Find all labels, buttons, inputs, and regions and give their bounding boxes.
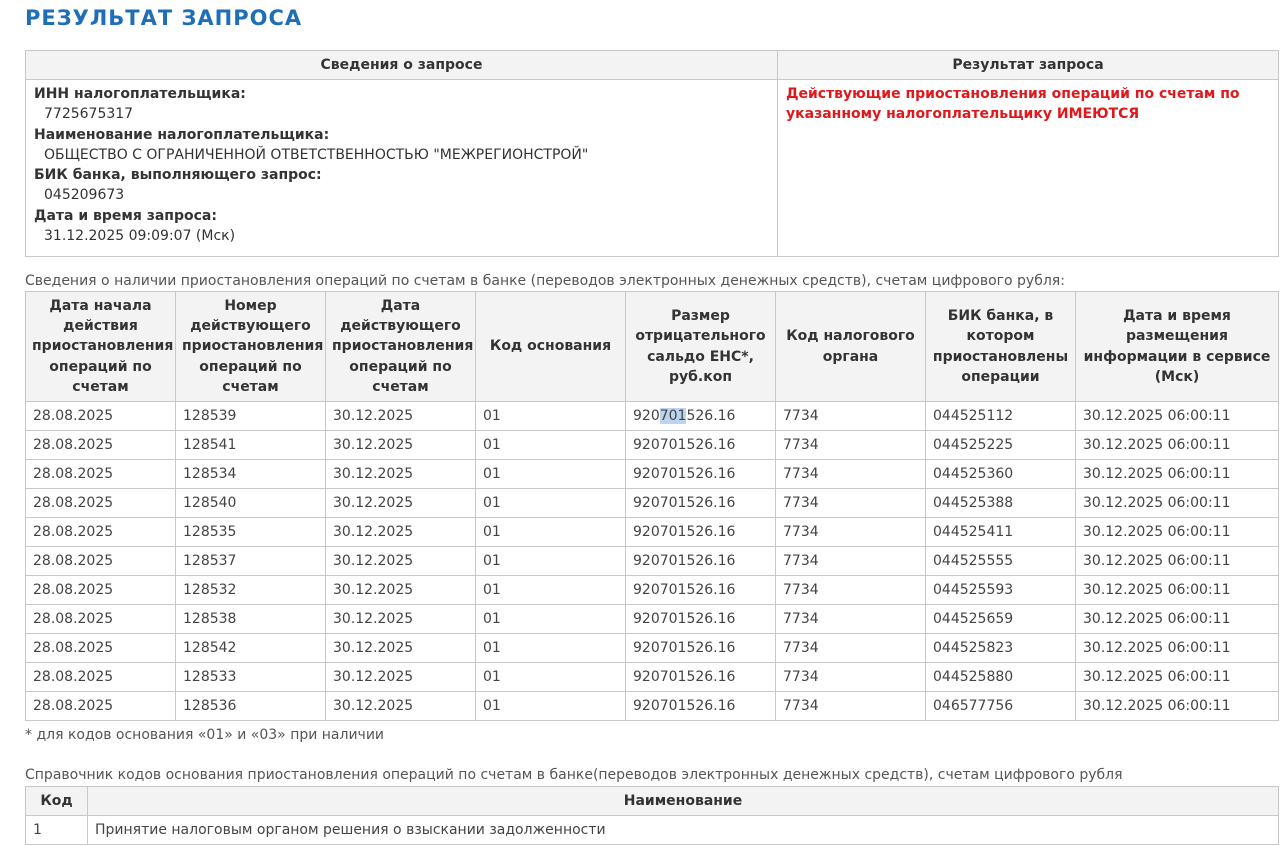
table-cell[interactable]: 30.12.2025: [326, 576, 476, 605]
table-cell[interactable]: 28.08.2025: [26, 663, 176, 692]
table-cell[interactable]: 7734: [776, 663, 926, 692]
table-cell[interactable]: 30.12.2025: [326, 402, 476, 431]
table-cell[interactable]: 30.12.2025: [326, 460, 476, 489]
table-cell[interactable]: 28.08.2025: [26, 547, 176, 576]
table-cell[interactable]: 30.12.2025 06:00:11: [1076, 489, 1279, 518]
table-cell[interactable]: 01: [476, 576, 626, 605]
table-cell[interactable]: 30.12.2025 06:00:11: [1076, 518, 1279, 547]
table-cell[interactable]: 128535: [176, 518, 326, 547]
table-cell[interactable]: 7734: [776, 518, 926, 547]
table-cell[interactable]: 30.12.2025: [326, 547, 476, 576]
table-cell[interactable]: 128533: [176, 663, 326, 692]
table-cell[interactable]: 044525659: [926, 605, 1076, 634]
reference-row: [26, 816, 1279, 845]
table-cell[interactable]: 7734: [776, 634, 926, 663]
table-cell[interactable]: 7734: [776, 489, 926, 518]
table-cell[interactable]: 128538: [176, 605, 326, 634]
table-cell[interactable]: 28.08.2025: [26, 460, 176, 489]
table-cell[interactable]: 7734: [776, 692, 926, 721]
table-row: [26, 431, 1279, 460]
reference-name-header: Наименование: [88, 787, 1279, 816]
table-cell[interactable]: 01: [476, 431, 626, 460]
table-row: [26, 489, 1279, 518]
table-cell[interactable]: 920701526.16: [626, 431, 776, 460]
table-cell[interactable]: 28.08.2025: [26, 634, 176, 663]
table-row: [26, 605, 1279, 634]
reference-code[interactable]: 1: [26, 816, 88, 845]
table-cell[interactable]: 920701526.16: [626, 489, 776, 518]
footnote: * для кодов основания «01» и «03» при наличии: [25, 727, 385, 743]
table-cell[interactable]: 044525555: [926, 547, 1076, 576]
table-cell[interactable]: 044525388: [926, 489, 1076, 518]
table-row: [26, 402, 1279, 431]
table-cell[interactable]: 920701526.16: [626, 692, 776, 721]
table-cell[interactable]: 044525880: [926, 663, 1076, 692]
table-cell[interactable]: 920701526.16: [626, 547, 776, 576]
table-cell[interactable]: 920701526.16: [626, 663, 776, 692]
reference-table: [25, 786, 1279, 845]
table-cell[interactable]: 7734: [776, 460, 926, 489]
table-cell[interactable]: 28.08.2025: [26, 402, 176, 431]
table-cell[interactable]: 920701526.16: [626, 518, 776, 547]
table-cell[interactable]: 128540: [176, 489, 326, 518]
request-info-cell: [26, 80, 778, 257]
table-cell[interactable]: 01: [476, 605, 626, 634]
request-result-text[interactable]: Действующие приостановления операций по счетам по указанному налогоплательщику ИМЕЮТСЯ: [786, 86, 1240, 123]
table-cell[interactable]: 920701526.16: [626, 605, 776, 634]
table-cell[interactable]: 128537: [176, 547, 326, 576]
bik-value[interactable]: 045209673: [44, 187, 125, 204]
reference-code-header: Код: [26, 787, 88, 816]
table-cell[interactable]: 30.12.2025 06:00:11: [1076, 605, 1279, 634]
table-cell[interactable]: 7734: [776, 605, 926, 634]
table-cell[interactable]: 30.12.2025: [326, 663, 476, 692]
request-info-table: [25, 50, 1279, 257]
table-cell[interactable]: 30.12.2025 06:00:11: [1076, 663, 1279, 692]
inn-label: ИНН налогоплательщика:: [34, 86, 246, 102]
column-header: Размер отрицательного сальдо ЕНС*, руб.коп: [626, 292, 776, 402]
table-cell[interactable]: 128539: [176, 402, 326, 431]
table-cell[interactable]: 920701526.16: [626, 634, 776, 663]
table-cell[interactable]: 01: [476, 663, 626, 692]
table-cell[interactable]: 920701526.16: [626, 576, 776, 605]
table-cell[interactable]: 30.12.2025: [326, 605, 476, 634]
table-cell[interactable]: 30.12.2025 06:00:11: [1076, 692, 1279, 721]
table-row: [26, 576, 1279, 605]
table-cell[interactable]: 044525823: [926, 634, 1076, 663]
request-date-value[interactable]: 31.12.2025 09:09:07 (Мск): [44, 228, 236, 245]
table-cell[interactable]: 01: [476, 634, 626, 663]
taxpayer-name-value[interactable]: ОБЩЕСТВО С ОГРАНИЧЕННОЙ ОТВЕТСТВЕННОСТЬЮ "МЕЖРЕГИОНСТРОЙ": [44, 146, 589, 163]
table-row: [26, 460, 1279, 489]
table-row: [26, 692, 1279, 721]
table-cell[interactable]: 28.08.2025: [26, 431, 176, 460]
table-cell[interactable]: 30.12.2025 06:00:11: [1076, 431, 1279, 460]
column-header: Код основания: [476, 292, 626, 402]
table-cell[interactable]: 30.12.2025: [326, 692, 476, 721]
table-row: [26, 547, 1279, 576]
request-result-cell: [778, 80, 1279, 257]
table-cell[interactable]: 128534: [176, 460, 326, 489]
table-cell[interactable]: 01: [476, 518, 626, 547]
table-cell[interactable]: 28.08.2025: [26, 518, 176, 547]
table-cell[interactable]: 044525112: [926, 402, 1076, 431]
column-header: Дата начала действия приостановления операций по счетам: [26, 292, 176, 402]
page-title: РЕЗУЛЬТАТ ЗАПРОСА: [25, 6, 303, 30]
table-cell[interactable]: 30.12.2025: [326, 518, 476, 547]
table-cell[interactable]: 28.08.2025: [26, 489, 176, 518]
column-header: Дата действующего приостановления операций по счетам: [326, 292, 476, 402]
table-cell[interactable]: 01: [476, 547, 626, 576]
table-cell[interactable]: 01: [476, 460, 626, 489]
column-header: Номер действующего приостановления операций по счетам: [176, 292, 326, 402]
reference-name[interactable]: Принятие налоговым органом решения о взыскании задолженности: [88, 816, 1279, 845]
suspensions-table: [25, 291, 1279, 721]
reference-caption: Справочник кодов основания приостановления операций по счетам в банке(переводов электронных денежных средств), счетам цифрового рубля: [25, 767, 1123, 783]
inn-value[interactable]: 7725675317: [44, 106, 134, 123]
table-cell[interactable]: 30.12.2025 06:00:11: [1076, 460, 1279, 489]
table-cell[interactable]: 920701526.16: [626, 402, 776, 431]
table-cell[interactable]: 128542: [176, 634, 326, 663]
table-cell[interactable]: 30.12.2025 06:00:11: [1076, 547, 1279, 576]
table-cell[interactable]: 30.12.2025: [326, 431, 476, 460]
table-cell[interactable]: 046577756: [926, 692, 1076, 721]
table-cell[interactable]: 30.12.2025 06:00:11: [1076, 402, 1279, 431]
request-result-header: Результат запроса: [778, 51, 1279, 80]
table-cell[interactable]: 044525225: [926, 431, 1076, 460]
text-selection[interactable]: 701: [659, 408, 687, 424]
column-header: БИК банка, в котором приостановлены операции: [926, 292, 1076, 402]
table-cell[interactable]: 128532: [176, 576, 326, 605]
table-cell[interactable]: 30.12.2025 06:00:11: [1076, 576, 1279, 605]
bik-label: БИК банка, выполняющего запрос:: [34, 167, 322, 184]
table-cell[interactable]: 7734: [776, 547, 926, 576]
table-row: [26, 518, 1279, 547]
table-cell[interactable]: 01: [476, 402, 626, 431]
table-cell[interactable]: 28.08.2025: [26, 692, 176, 721]
taxpayer-name-label: Наименование налогоплательщика:: [34, 126, 330, 143]
table-cell[interactable]: 28.08.2025: [26, 576, 176, 605]
table-cell[interactable]: 044525411: [926, 518, 1076, 547]
table-cell[interactable]: 7734: [776, 431, 926, 460]
table-cell[interactable]: 920701526.16: [626, 460, 776, 489]
table-cell[interactable]: 28.08.2025: [26, 605, 176, 634]
table-cell[interactable]: 7734: [776, 576, 926, 605]
table-cell[interactable]: 30.12.2025: [326, 634, 476, 663]
request-date-label: Дата и время запроса:: [34, 207, 217, 224]
column-header: Код налогового органа: [776, 292, 926, 402]
table-cell[interactable]: 01: [476, 489, 626, 518]
table-cell[interactable]: 7734: [776, 402, 926, 431]
table-cell[interactable]: 128541: [176, 431, 326, 460]
table-cell[interactable]: 044525360: [926, 460, 1076, 489]
table-row: [26, 663, 1279, 692]
table-row: [26, 634, 1279, 663]
table-cell[interactable]: 30.12.2025 06:00:11: [1076, 634, 1279, 663]
table-cell[interactable]: 044525593: [926, 576, 1076, 605]
table-cell[interactable]: 01: [476, 692, 626, 721]
table-cell[interactable]: 128536: [176, 692, 326, 721]
table-cell[interactable]: 30.12.2025: [326, 489, 476, 518]
column-header: Дата и время размещения информации в сервисе (Мск): [1076, 292, 1279, 402]
suspensions-caption: Сведения о наличии приостановления операций по счетам в банке (переводов электронных денежных средств), счетам цифрового рубля:: [25, 273, 1065, 289]
request-info-header: Сведения о запросе: [26, 51, 778, 80]
